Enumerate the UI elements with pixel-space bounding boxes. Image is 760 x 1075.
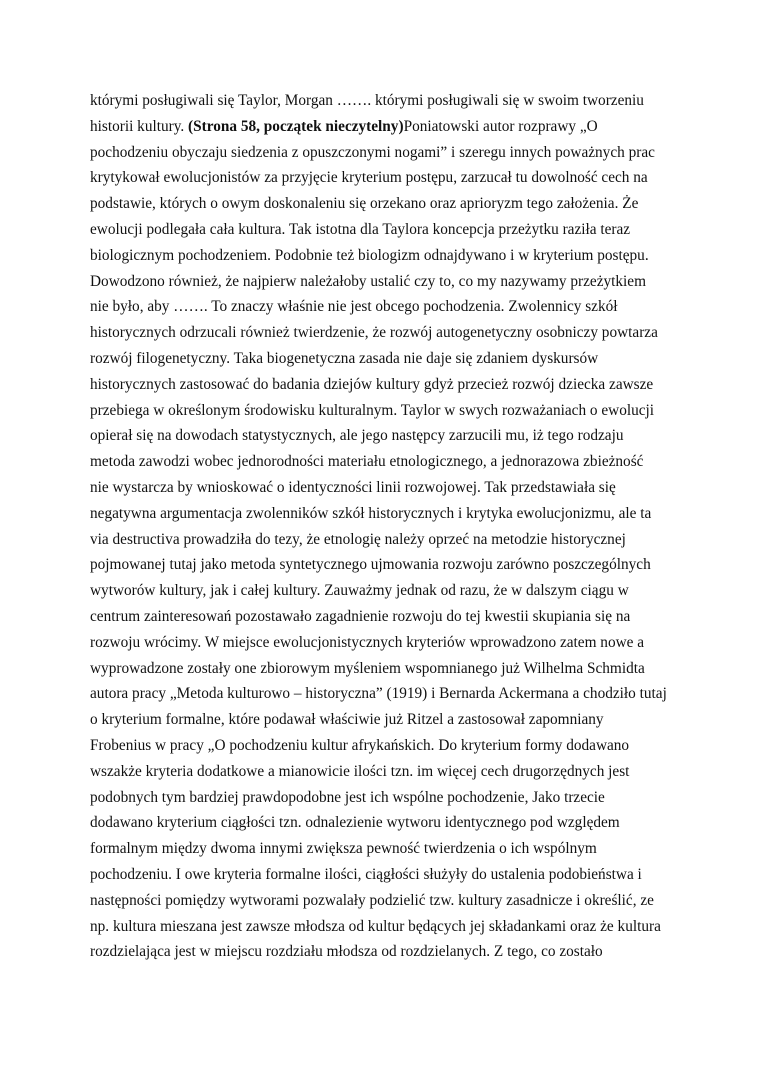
text-line: o kryterium formalne, które podawał właściwie już Ritzel a zastosował zapomniany bbox=[90, 711, 604, 729]
text-line: przebiega w określonym środowisku kulturalnym. Taylor w swych rozważaniach o ewolucji bbox=[90, 401, 655, 419]
text-line: negatywna argumentacja zwolenników szkół historycznych i krytyka ewolucjonizmu, ale ta bbox=[90, 504, 652, 522]
text-line: historycznych zastosować do badania dziejów kultury gdyż przecież rozwój dziecka zawsze bbox=[90, 375, 654, 393]
text-line: nie było, aby ……. To znaczy właśnie nie jest obcego pochodzenia. Zwolennicy szkół bbox=[90, 298, 618, 316]
text-line: dodawano kryterium ciągłości tzn. odnalezienie wytworu identycznego pod względem bbox=[90, 814, 620, 832]
text-line: metoda zawodzi wobec jednorodności materiału etnologicznego, a jednorazowa zbieżność bbox=[90, 453, 644, 471]
text-line: rozwoju wrócimy. W miejsce ewolucjonistycznych kryteriów wprowadzono zatem nowe a bbox=[90, 633, 645, 651]
text-line: np. kultura mieszana jest zawsze młodsza od kultur będących jej składankami oraz że kultura bbox=[90, 917, 661, 935]
text-line: opierał się na dowodach statystycznych, ale jego następcy zarzucili mu, iż tego rodzaju bbox=[90, 427, 624, 445]
text-line: Dowodzono również, że najpierw należałoby ustalić czy to, co my nazywamy przeżytkiem bbox=[90, 272, 646, 290]
text-line: podobnych tym bardziej prawdopodobne jest ich wspólne pochodzenie, Jako trzecie bbox=[90, 788, 605, 806]
text-line: podstawie, których o owym doskonaleniu się orzekano oraz aprioryzm tego założenia. Że bbox=[90, 195, 639, 213]
text-line: historycznych odrzucali również twierdzenie, że rozwój autogenetyczny osobniczy powtarza bbox=[90, 324, 658, 342]
text-line: via destructiva prowadziła do tezy, że etnologię należy oprzeć na metodzie historycznej bbox=[90, 530, 626, 548]
text-segment: historii kultury. bbox=[90, 117, 189, 135]
text-line: rozdzielająca jest w miejscu rozdziału młodsza od rozdzielanych. Z tego, co zostało bbox=[90, 943, 603, 961]
text-line: pochodzeniu. I owe kryteria formalne ilości, ciągłości służyły do ustalenia podobieństwa i bbox=[90, 865, 642, 883]
body-text bbox=[90, 88, 690, 965]
text-line: wytworów kultury, jak i całej kultury. Zauważmy jednak od razu, że w dalszym ciągu w bbox=[90, 582, 629, 600]
text-line: autora pracy „Metoda kulturowo – historyczna” (1919) i Bernarda Ackermana a chodziło tutaj bbox=[90, 685, 667, 703]
text-line: wyprowadzone zostały one zbiorowym myśleniem wspomnianego już Wilhelma Schmidta bbox=[90, 659, 645, 677]
text-line: ewolucji podlegała cała kultura. Tak istotna dla Taylora koncepcja przeżytku raziła teraz bbox=[90, 220, 631, 238]
text-line: formalnym między dwoma innymi zwiększa pewność twierdzenia o ich wspólnym bbox=[90, 840, 597, 858]
text-line: krytykował ewolucjonistów za przyjęcie kryterium postępu, zarzucał tu dowolność cech na bbox=[90, 169, 648, 187]
text-line: którymi posługiwali się Taylor, Morgan ……. którymi posługiwali się w swoim tworzeniu bbox=[90, 92, 644, 109]
text-line: rozwój filogenetyczny. Taka biogenetyczna zasada nie daje się zdaniem dyskursów bbox=[90, 349, 599, 367]
text-segment: Poniatowski autor rozprawy „O bbox=[403, 117, 598, 135]
text-line: następności pomiędzy wytworami pozwalały podzielić tzw. kultury zasadnicze i określić, ze bbox=[90, 891, 654, 909]
text-line: wszakże kryteria dodatkowe a mianowicie ilości tzn. im więcej cech drugorzędnych jest bbox=[90, 762, 630, 780]
editorial-note: (Strona 58, początek nieczytelny) bbox=[188, 117, 404, 135]
text-line: centrum zainteresowań pozostawało zagadnienie rozwoju do tej kwestii skupiania się na bbox=[90, 607, 631, 625]
text-line: nie wystarcza by wnioskować o identyczności linii rozwojowej. Tak przedstawiała się bbox=[90, 478, 616, 496]
text-line bbox=[90, 114, 690, 140]
text-line: Frobenius w pracy „O pochodzeniu kultur afrykańskich. Do kryterium formy dodawano bbox=[90, 736, 630, 754]
text-line: pochodzeniu obyczaju siedzenia z opuszczonymi nogami” i szeregu innych poważnych prac bbox=[90, 143, 655, 161]
text-line: pojmowanej tutaj jako metoda syntetycznego ujmowania rozwoju zarówno poszczególnych bbox=[90, 556, 651, 574]
text-line: biologicznym pochodzeniem. Podobnie też biologizm odnajdywano i w kryterium postępu. bbox=[90, 246, 649, 264]
